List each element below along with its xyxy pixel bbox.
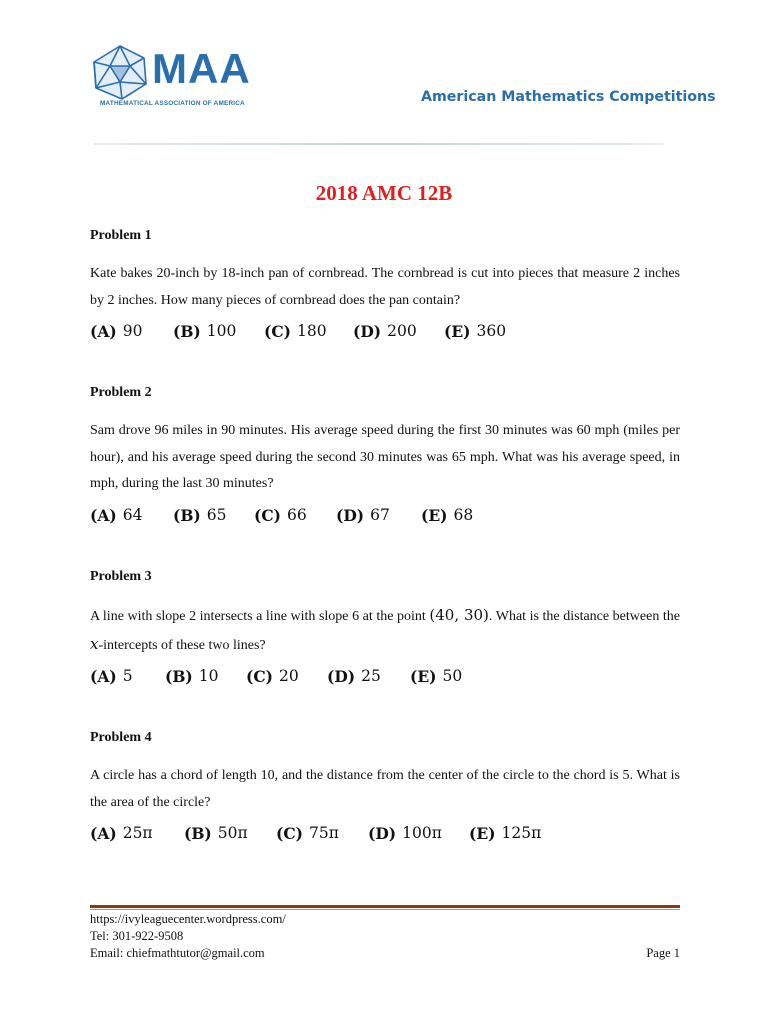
page-footer	[90, 911, 680, 962]
answer-d: (D) 67	[336, 505, 390, 525]
footer-divider	[90, 905, 680, 908]
page-header	[0, 0, 768, 150]
header-divider	[94, 143, 664, 145]
answer-d: (D) 100π	[368, 824, 442, 843]
answer-b: (B) 10	[165, 667, 219, 686]
answer-c: (C) 75π	[276, 824, 339, 843]
problem-3	[90, 567, 680, 686]
answer-d: (D) 25	[327, 667, 381, 686]
math-variable: x	[90, 634, 99, 653]
answer-choices	[90, 506, 680, 525]
answer-b: (B) 100	[173, 322, 237, 341]
answer-choices	[90, 322, 680, 341]
problem-label: Problem 4	[90, 730, 152, 745]
math-point: (40, 30)	[429, 606, 489, 624]
problem-2	[90, 383, 680, 525]
answer-a: (A) 90	[90, 322, 143, 341]
problem-text: Sam drove 96 miles in 90 minutes. His average speed during the first 30 minutes was 60 mph (miles per hour), and his average speed during the second 30 minutes was 65 mph. What was his average speed, in mph, during the last 30 minutes?	[90, 423, 680, 491]
answer-c: (C) 66	[254, 505, 307, 525]
footer-phone: Tel: 301-922-9508	[90, 929, 184, 943]
answer-e: (E) 50	[410, 667, 463, 686]
logo-subtitle: MATHEMATICAL ASSOCIATION OF AMERICA	[100, 100, 245, 107]
problem-4	[90, 728, 680, 843]
problem-text: A line with slope 2 intersects a line with slope 6 at the point (40, 30). What is the distance between the x-intercepts of these two lines?	[90, 606, 681, 653]
answer-e: (E) 125π	[469, 824, 542, 843]
footer-email: Email: chiefmathtutor@gmail.com	[90, 946, 265, 960]
answer-a: (A) 64	[90, 505, 143, 525]
answer-b: (B) 65	[173, 505, 227, 525]
answer-e: (E) 68	[421, 505, 474, 525]
footer-website-link[interactable]: https://ivyleaguecenter.wordpress.com/	[90, 912, 286, 926]
problem-label: Problem 3	[90, 569, 152, 584]
answer-d: (D) 200	[353, 322, 417, 341]
icosahedron-icon	[90, 44, 150, 102]
footer-divider-thin	[90, 909, 680, 910]
maa-logo	[90, 44, 251, 114]
problem-text: A circle has a chord of length 10, and the distance from the center of the circle to the chord is 5. What is the area of the circle?	[90, 768, 680, 810]
answer-a: (A) 25π	[90, 824, 153, 843]
answer-b: (B) 50π	[184, 824, 248, 843]
page-title: 2018 AMC 12B	[315, 181, 453, 205]
answer-a: (A) 5	[90, 667, 133, 686]
answer-choices	[90, 667, 680, 686]
problem-label: Problem 1	[90, 228, 152, 243]
logo-wordmark: MAA	[152, 45, 251, 92]
answer-c: (C) 180	[264, 322, 327, 341]
header-tagline: American Mathematics Competitions	[421, 89, 716, 105]
problem-text: Kate bakes 20-inch by 18-inch pan of cornbread. The cornbread is cut into pieces that measure 2 inches by 2 inches. How many pieces of cornbread does the pan contain?	[90, 266, 680, 308]
problem-1	[90, 226, 680, 341]
answer-e: (E) 360	[444, 322, 507, 341]
answer-c: (C) 20	[246, 667, 299, 686]
answer-choices	[90, 824, 680, 843]
page-number: Page 1	[646, 946, 680, 960]
problem-label: Problem 2	[90, 385, 152, 400]
